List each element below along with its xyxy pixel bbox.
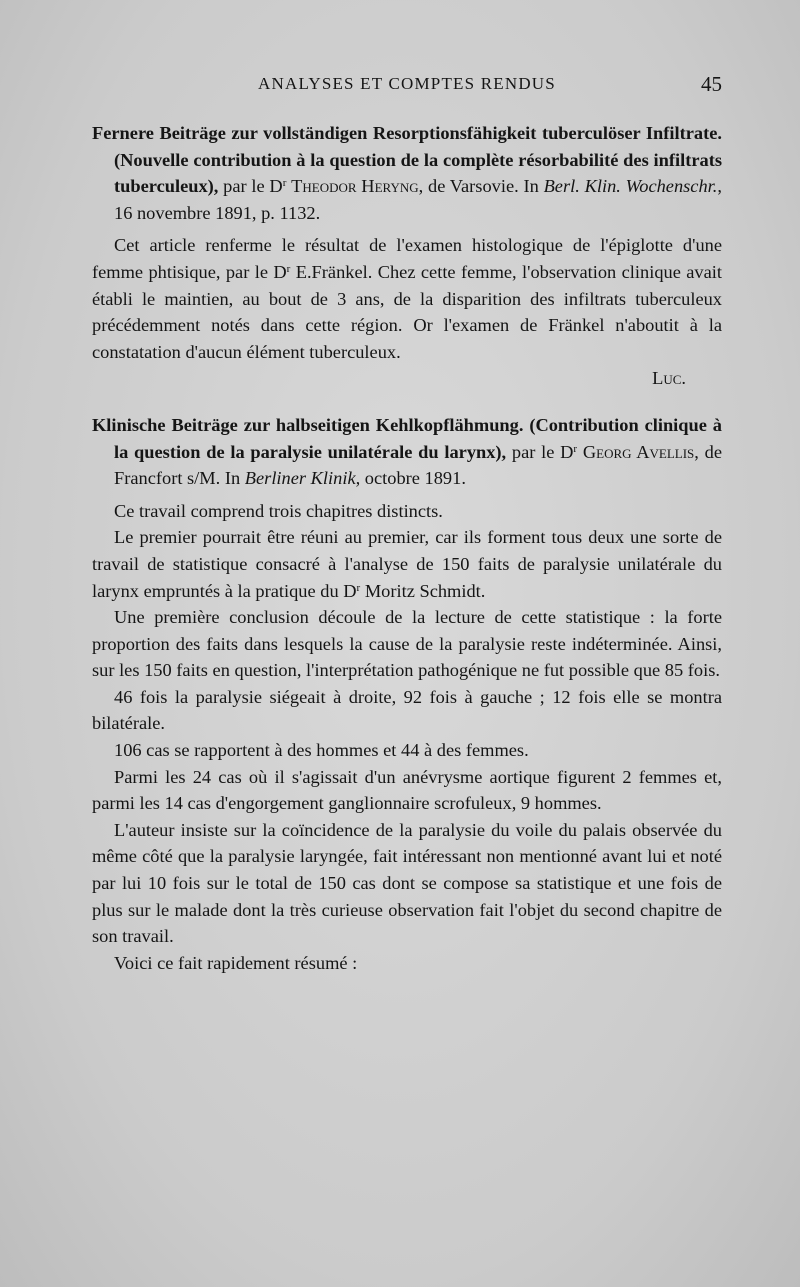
review-2-paragraph-8: Voici ce fait rapidement résumé : <box>114 952 358 973</box>
review-2-par: par le D <box>506 441 574 462</box>
review-2-paragraph-3: Une première conclusion découle de la lecture de cette statistique : la forte proportion des faits dans lesquels la cause de la paralysie reste indéterminée. Ainsi, sur les 150 faits en question, l'interprétation pathogénique ne fut possible que 85 fois. <box>92 607 722 681</box>
review-1-citation <box>92 120 722 226</box>
review-1-citation-end: , 16 novembre 1891, p. 1132. <box>114 176 722 223</box>
review-1-body-text-a: Cet article renferme le résultat de l'examen histologique de l'épiglotte d'une femme phtisique, par le D <box>92 235 722 282</box>
review-2-paragraph-7: L'auteur insiste sur la coïncidence de la paralysie du voile du palais observée du même côté que la paralysie laryngée, fait intéressant non mentionné avant lui et noté par lui 10 fois sur le total de 150 cas dont se compose sa statistique et une fois de plus sur le malade dont la très curieuse observation fait l'objet du second chapitre de son travail. <box>92 819 722 947</box>
review-2-paragraph-5: 106 cas se rapportent à des hommes et 44 à des femmes. <box>114 740 529 761</box>
review-1-par: par le D <box>218 176 283 197</box>
review-1-dr-sup: r <box>282 177 287 190</box>
review-2-citation <box>92 412 722 492</box>
review-2-paragraph-2-text-b: Moritz Schmidt. <box>360 580 486 601</box>
running-head <box>92 74 722 94</box>
review-1-signature: Luc. <box>652 368 686 389</box>
review-2-paragraph-2 <box>92 524 722 604</box>
review-1-title: Fernere Beiträge zur vollständigen Resorptionsfähigkeit tuberculöser Infiltrate. (Nouvelle contribution à la question de la complète résorbabilité des infiltrats tuberculeux), <box>92 123 722 197</box>
review-1-body-sup: r <box>286 262 291 275</box>
review-1-body-text-b: E.Fränkel. Chez cette femme, l'observation clinique avait établi le maintien, au bout de 3 ans, de la disparition des infiltrats tuberculeux précédemment notés dans cette région. Or l'examen de Fränkel n'aboutit à la constatation d'aucun élément tuberculeux. <box>92 261 722 362</box>
review-2-paragraph-4: 46 fois la paralysie siégeait à droite, 92 fois à gauche ; 12 fois elle se montra bilatérale. <box>92 686 722 734</box>
review-1-author: Theodor Heryng <box>291 176 419 197</box>
page-number: 45 <box>701 72 722 96</box>
review-2-title: Klinische Beiträge zur halbseitigen Kehlkopflähmung. (Contribution clinique à la question de la paralysie unilatérale du larynx), <box>92 414 722 462</box>
review-1-journal: Berl. Klin. Wochenschr. <box>543 176 718 197</box>
review-2-dr-sup: r <box>573 442 578 455</box>
section-gap <box>92 392 722 412</box>
review-1-body <box>92 232 722 365</box>
review-2-journal: Berliner Klinik, <box>244 468 361 489</box>
review-2-paragraph-2-text-a: Le premier pourrait être réuni au premier, car ils forment tous deux une sorte de travail de statistique consacré à l'analyse de 150 faits de paralysie unilatérale du larynx empruntés à la pratique du D <box>92 527 722 601</box>
running-title: ANALYSES ET COMPTES RENDUS <box>258 74 556 93</box>
review-2-paragraph-1: Ce travail comprend trois chapitres distincts. <box>114 500 443 521</box>
review-1-place: , de Varsovie. In <box>418 176 544 197</box>
review-2-paragraph-2-sup: r <box>356 581 361 594</box>
review-2-citation-end: octobre 1891. <box>360 468 466 489</box>
review-2-place: , de Francfort s/M. In <box>114 441 722 489</box>
review-2-paragraph-6: Parmi les 24 cas où il s'agissait d'un anévrysme aortique figurent 2 femmes et, parmi les 14 cas d'engorgement ganglionnaire scrofuleux, 9 hommes. <box>92 766 722 814</box>
review-2-author: Georg Avellis <box>582 441 695 462</box>
page-body <box>92 120 722 976</box>
